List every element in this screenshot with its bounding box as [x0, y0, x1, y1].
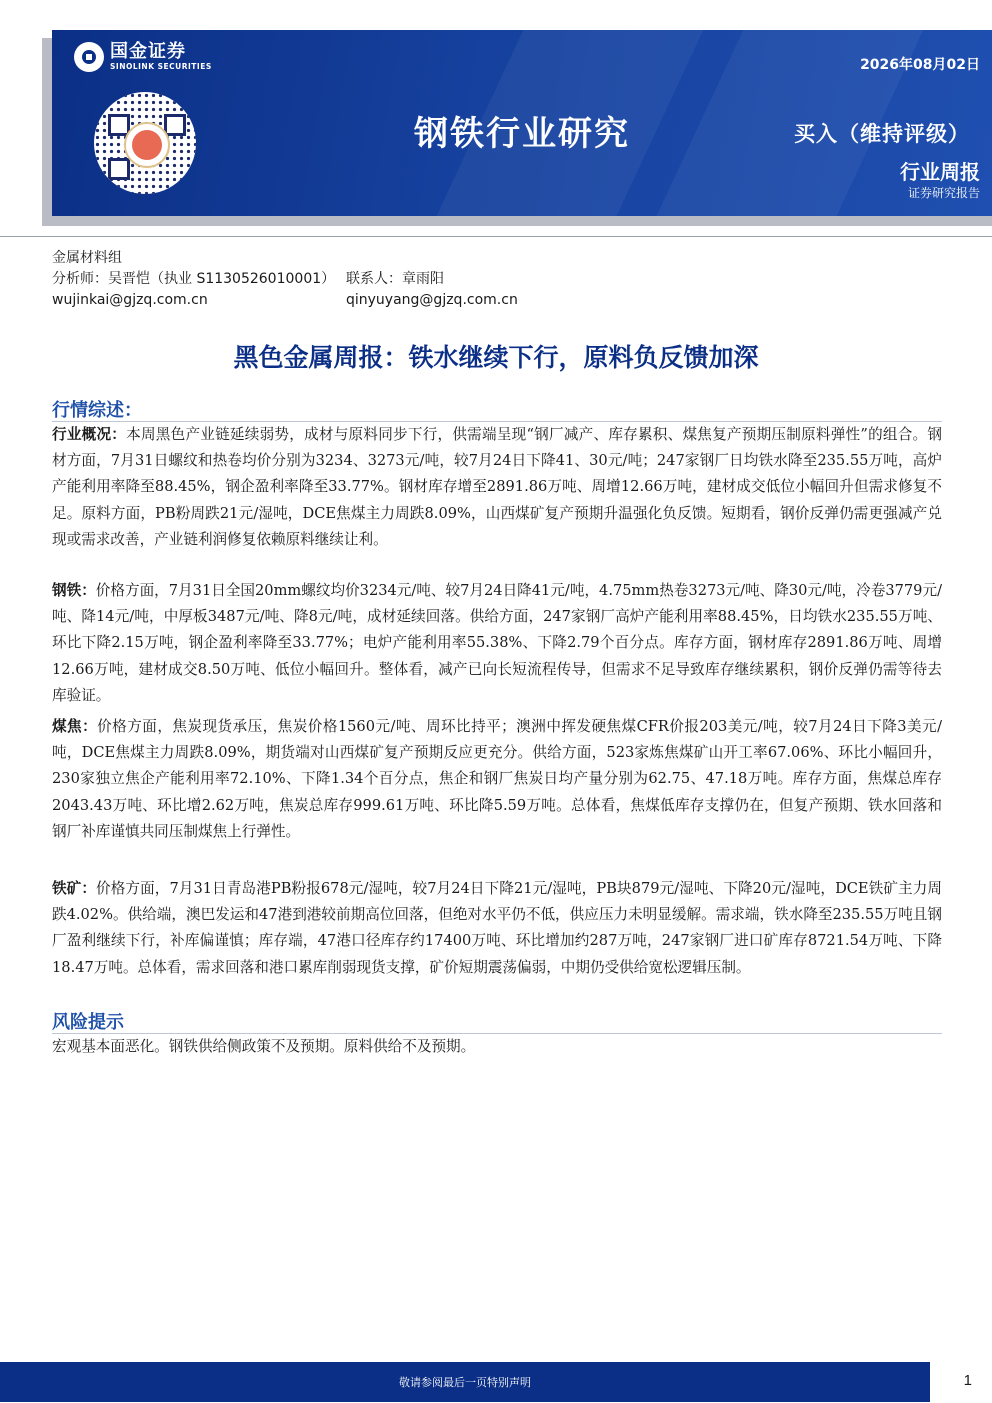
- report-date: 2026年08月02日: [860, 57, 980, 73]
- paragraph-steel: [52, 578, 942, 709]
- page-number: 1: [963, 1372, 972, 1389]
- paragraph-lead: 行业概况：: [52, 426, 127, 443]
- section-heading-risk: 风险提示: [52, 1012, 124, 1033]
- paragraph-ore: [52, 876, 942, 981]
- paragraph-risk: 宏观基本面恶化。钢铁供给侧政策不及预期。原料供给不及预期。: [52, 1038, 476, 1055]
- industry-title: 钢铁行业研究: [414, 114, 630, 154]
- analyst-block: [52, 248, 335, 311]
- logo-icon: [74, 42, 104, 72]
- logo-name-en: SINOLINK SECURITIES: [110, 62, 212, 71]
- paragraph-lead: 钢铁：: [52, 582, 96, 599]
- report-type: 行业周报: [900, 160, 980, 184]
- contact-email[interactable]: qinyuyang@gjzq.com.cn: [346, 292, 518, 308]
- paragraph-industry: [52, 422, 942, 553]
- contact-name: 联系人：章雨阳: [346, 271, 444, 287]
- paragraph-text: 本周黑色产业链延续弱势，成材与原料同步下行，供需端呈现“钢厂减产、库存累积、煤焦复产预期压制原料弹性”的组合。钢材方面，7月31日螺纹和热卷均价分别为3234、3273元/吨，较7月24日下降41、30元/吨；247家钢厂日均铁水降至235.55万吨，高炉产能利用率降至88.45%，钢企盈利率降至33.77%。钢材库存增至2891.86万吨、周增12.66万吨，建材成交低位小幅回升但需求修复不足。原料方面，PB粉周跌21元/湿吨，DCE焦煤主力周跌8.09%，山西煤矿复产预期升温强化负反馈。短期看，钢价反弹仍需更强减产兑现或需求改善，产业链利润修复依赖原料继续让利。: [52, 426, 942, 548]
- team-name: 金属材料组: [52, 250, 122, 266]
- disclaimer-note: 敬请参阅最后一页特别声明: [399, 1376, 531, 1389]
- paragraph-text: 价格方面，7月31日青岛港PB粉报678元/湿吨，较7月24日下降21元/湿吨，PB块879元/湿吨、下降20元/湿吨，DCE铁矿主力周跌4.02%。供给端，澳巴发运和47港到港较前期高位回落，但绝对水平仍不低，供应压力未明显缓解。需求端，铁水降至235.55万吨且钢厂盈利继续下行，补库偏谨慎；库存端，47港口径库存约17400万吨、环比增加约287万吨，247家钢厂进口矿库存8721.54万吨、下降18.47万吨。总体看，需求回落和港口累库削弱现货支撑，矿价短期震荡偏弱，中期仍受供给宽松逻辑压制。: [52, 880, 942, 976]
- paragraph-lead: 煤焦：: [52, 718, 98, 735]
- paragraph-text: 价格方面，焦炭现货承压，焦炭价格1560元/吨、周环比持平；澳洲中挥发硬焦煤CFR价报203美元/吨，较7月24日下降3美元/吨，DCE焦煤主力周跌8.09%，期货端对山西煤矿复产预期反应更充分。供给方面，523家炼焦煤矿山开工率67.06%、环比小幅回升，230家独立焦企产能利用率72.10%、下降1.34个百分点，焦企和钢厂焦炭日均产量分别为62.75、47.18万吨。库存方面，焦煤总库存2043.43万吨、环比增2.62万吨，焦炭总库存999.61万吨、环比降5.59万吨。总体看，焦煤低库存支撑仍在，但复产预期、铁水回落和钢厂补库谨慎共同压制煤焦上行弹性。: [52, 718, 942, 840]
- paragraph-coke: [52, 714, 942, 845]
- analyst-email[interactable]: wujinkai@gjzq.com.cn: [52, 292, 208, 308]
- section-heading-overview: 行情综述：: [52, 400, 142, 421]
- company-logo: [74, 42, 212, 72]
- document-title: 黑色金属周报：铁水继续下行，原料负反馈加深: [233, 343, 759, 372]
- rating-badge: 买入（维持评级）: [794, 122, 970, 146]
- logo-name-cn: 国金证券: [110, 41, 186, 62]
- report-category: 证券研究报告: [907, 186, 980, 200]
- analyst-name: 分析师：吴晋恺（执业 S1130526010001）: [52, 271, 336, 287]
- header-divider: [0, 236, 992, 237]
- paragraph-text: 价格方面，7月31日全国20mm螺纹均价3234元/吨、较7月24日降41元/吨，4.75mm热卷3273元/吨、降30元/吨，冷卷3779元/吨、降14元/吨，中厚板3487元/吨、降8元/吨，成材延续回落。供给方面，247家钢厂高炉产能利用率88.45%，日均铁水235.55万吨、环比下降2.15万吨，钢企盈利率降至33.77%；电炉产能利用率55.38%、下降2.79个百分点。库存方面，钢材库存2891.86万吨、周增12.66万吨，建材成交8.50万吨、低位小幅回升。整体看，减产已向长短流程传导，但需求不足导致库存继续累积，钢价反弹仍需等待去库验证。: [52, 582, 942, 704]
- paragraph-lead: 铁矿：: [52, 880, 97, 897]
- header-banner: [52, 30, 992, 216]
